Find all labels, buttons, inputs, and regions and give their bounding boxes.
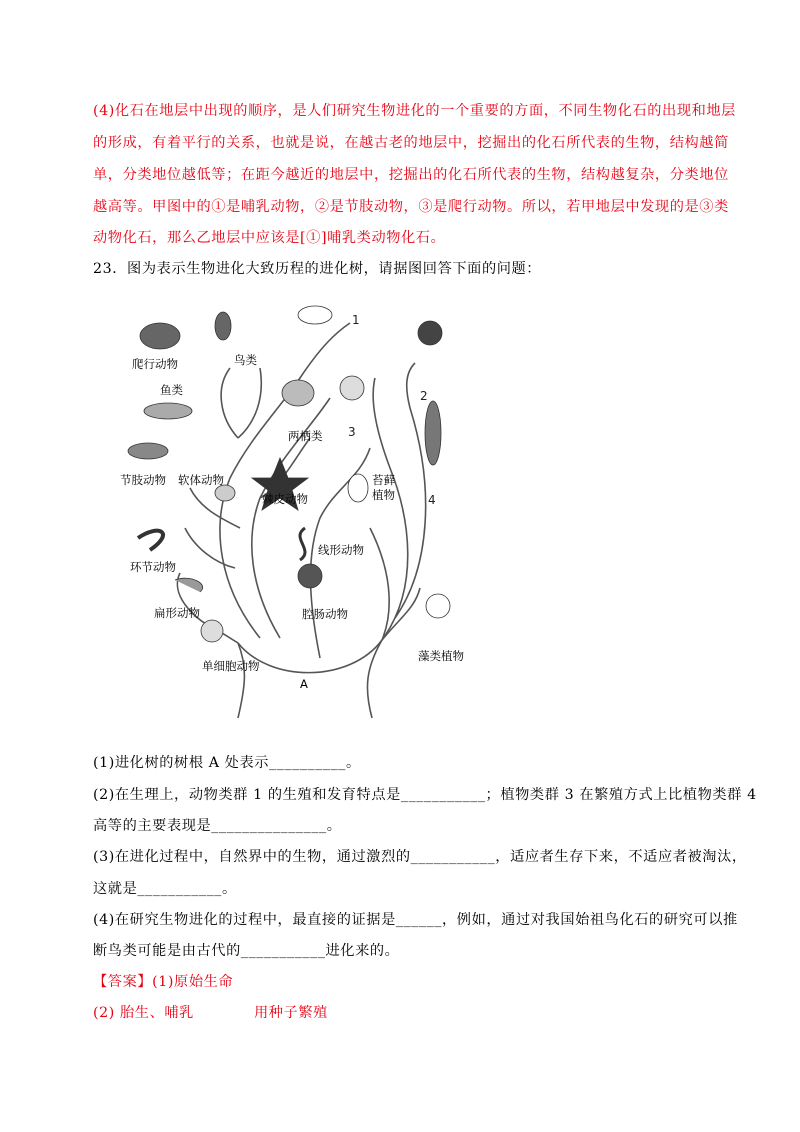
question-item: (4)在研究生物进化的过程中，最直接的证据是______，例如，通过对我国始祖鸟化石的研究可以推 — [93, 912, 738, 928]
hydra-icon — [298, 564, 322, 588]
answer-1: (1)原始生命 — [152, 974, 234, 990]
question-item: 断鸟类可能是由古代的___________进化来的。 — [93, 943, 400, 959]
label-fish: 鱼类 — [160, 383, 183, 397]
label-nematode: 线形动物 — [318, 543, 364, 557]
turtle-icon — [140, 323, 180, 349]
label-arthropod: 节肢动物 — [120, 473, 166, 487]
question-item: (1)进化树的树根 A 处表示__________。 — [93, 755, 361, 771]
amoeba-icon — [201, 620, 223, 642]
label-group-4: 4 — [428, 493, 436, 507]
question-item: (3)在进化过程中，自然界中的生物，通过激烈的___________，适应者生存下来，不适应者被淘汰， — [93, 849, 747, 865]
algae-icon — [426, 594, 450, 618]
prev-answer-line: 动物化石，那么乙地层中应该是[①]哺乳类动物化石。 — [93, 230, 446, 246]
question-item: 高等的主要表现是_______________。 — [93, 818, 342, 834]
answer-line-1 — [93, 971, 233, 991]
bird-icon — [215, 312, 231, 340]
grasshopper-icon — [128, 443, 168, 459]
fish-icon — [144, 403, 192, 419]
answer-line-2 — [93, 1002, 328, 1022]
label-mollusk: 软体动物 — [178, 473, 224, 487]
fern-icon — [425, 401, 441, 465]
evolution-tree-svg — [120, 288, 480, 728]
question-item: 这就是___________。 — [93, 881, 237, 897]
answer-2-part2: 用种子繁殖 — [253, 1005, 328, 1021]
moss-icon — [348, 474, 368, 502]
label-amphibian: 两栖类 — [288, 429, 323, 443]
label-group-2: 2 — [420, 389, 428, 403]
evolution-tree-figure — [120, 288, 480, 728]
question-item: (2)在生理上，动物类群 1 的生殖和发育特点是___________；植物类群 3 在繁殖方式上比植物类群 4 — [93, 787, 757, 803]
label-protozoa: 单细胞动物 — [202, 659, 260, 673]
label-bird: 鸟类 — [234, 353, 257, 367]
frog-icon — [282, 380, 314, 406]
answer-2-part1: (2) 胎生、哺乳 — [93, 1005, 194, 1021]
label-flatworm: 扁形动物 — [154, 606, 200, 620]
roundworm-icon — [300, 528, 305, 560]
prev-answer-line: 单，分类地位越低等；在距今越近的地层中，挖掘出的化石所代表的生物，结构越复杂，分类地位 — [93, 167, 729, 183]
label-coelenterate: 腔肠动物 — [302, 607, 348, 621]
label-reptile: 爬行动物 — [132, 357, 178, 371]
fern-leaf-icon — [340, 376, 364, 400]
label-group-1: 1 — [352, 313, 360, 327]
shell-icon — [215, 485, 235, 501]
label-root-a: A — [300, 677, 308, 691]
prev-answer-line: 越高等。甲图中的①是哺乳动物，②是节肢动物，③是爬行动物。所以，若甲地层中发现的是③类 — [93, 199, 729, 215]
rabbit-icon — [298, 306, 332, 324]
label-annelid: 环节动物 — [130, 560, 176, 574]
flatworm-icon — [175, 578, 203, 592]
label-moss-line2: 植物 — [372, 488, 395, 502]
prev-answer-line: (4)化石在地层中出现的顺序，是人们研究生物进化的一个重要的方面，不同生物化石的出现和地层 — [93, 103, 736, 119]
label-echinoderm: 棘皮动物 — [262, 492, 308, 506]
label-group-3: 3 — [348, 425, 356, 439]
earthworm-icon — [138, 531, 163, 550]
label-algae: 藻类植物 — [418, 649, 464, 663]
answer-tag: 【答案】 — [93, 974, 153, 990]
question-stem: 23．图为表示生物进化大致历程的进化树，请据图回答下面的问题： — [93, 261, 542, 277]
label-moss-line1: 苔藓 — [372, 473, 395, 487]
flower-icon — [418, 321, 442, 345]
prev-answer-line: 的形成，有着平行的关系，也就是说，在越古老的地层中，挖掘出的化石所代表的生物，结构越简 — [93, 135, 729, 151]
